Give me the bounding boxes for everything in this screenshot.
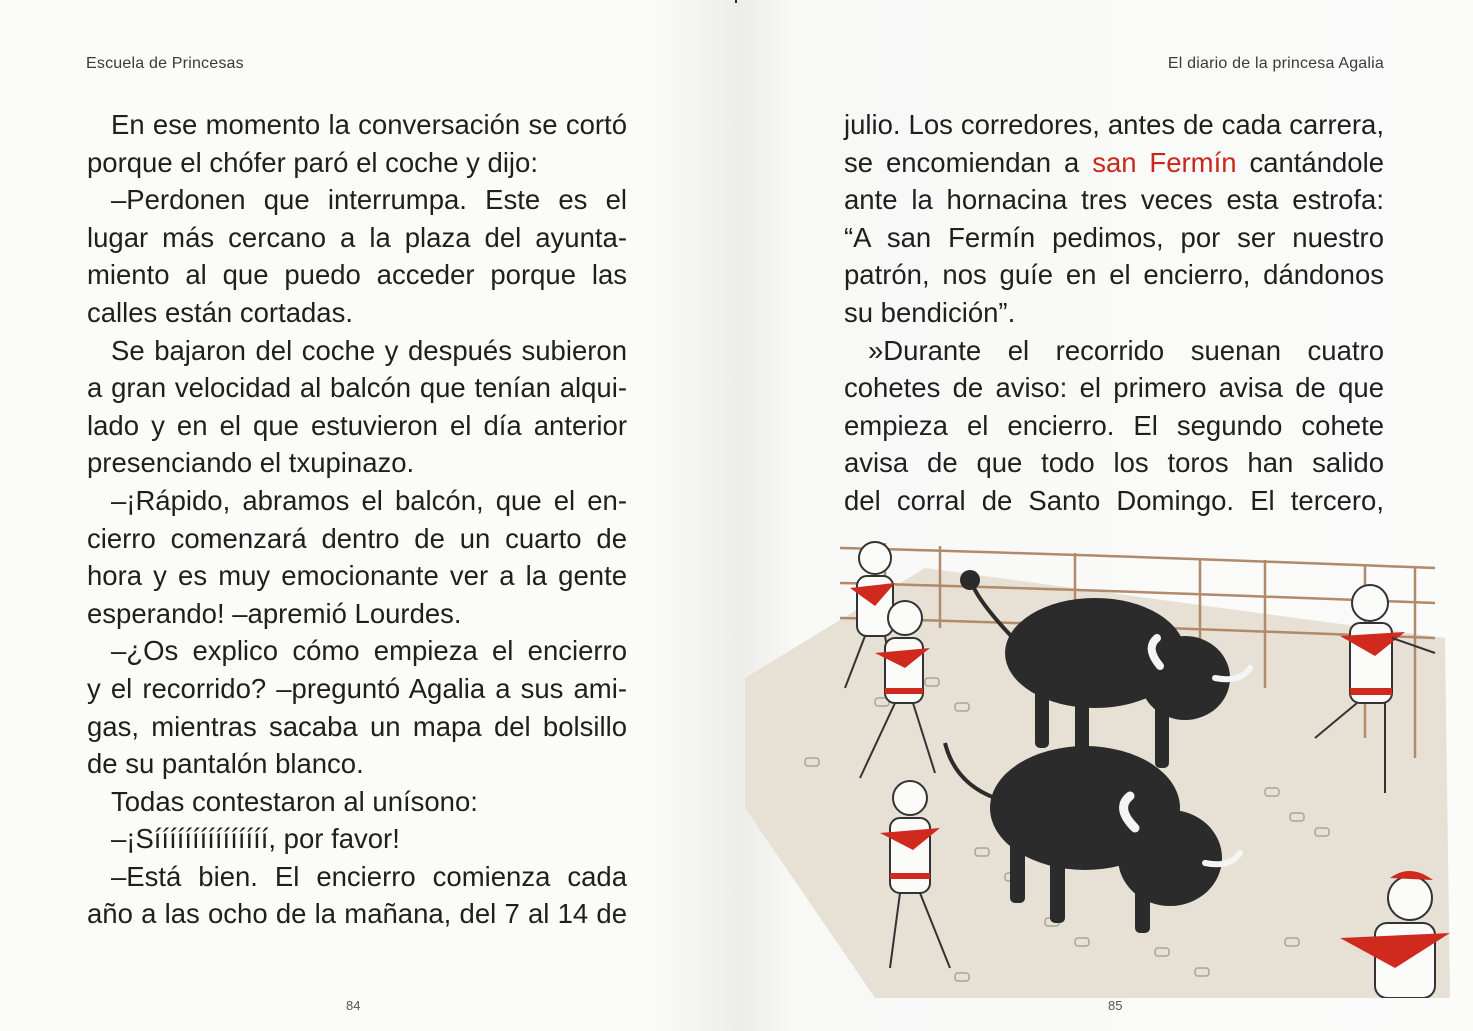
san-fermin-link[interactable]: san Fermín	[1092, 146, 1237, 178]
text-fragment: se encomiendan a	[844, 146, 1080, 178]
left-body-text	[87, 106, 627, 933]
text-line: empieza el encierro. El segundo cohete	[844, 409, 1384, 441]
text-line: gas, mientras sacaba un mapa del bolsillo	[87, 710, 627, 742]
text-line: cierro comenzará dentro de un cuarto de	[87, 522, 627, 554]
text-line: y el recorrido? –preguntó Agalia a sus ami-	[87, 672, 627, 704]
text-line: a gran velocidad al balcón que tenían alqui-	[87, 372, 627, 404]
text-line: julio. Los corredores, antes de cada carrera,	[844, 109, 1384, 140]
text-line: En ese momento la conversación se cortó	[111, 109, 627, 140]
running-head-left: Escuela de Princesas	[86, 55, 244, 72]
text-line: hora y es muy emocionante ver a la gente	[87, 560, 627, 592]
page-number-right: 85	[1108, 998, 1123, 1013]
text-line-with-link	[844, 144, 1384, 182]
text-line: esperando! –apremió Lourdes.	[87, 597, 462, 629]
text-line: –¡Sííííííííííííííí, por favor!	[111, 823, 400, 855]
text-line: »Durante el recorrido suenan cuatro	[868, 334, 1384, 366]
text-line: su bendición”.	[844, 296, 1016, 328]
text-line: miento al que puedo acceder porque las	[87, 259, 627, 291]
text-line: año a las ocho de la mañana, del 7 al 14 de	[87, 898, 627, 930]
text-line: –Está bien. El encierro comienza cada	[111, 860, 627, 892]
text-line: Se bajaron del coche y después subieron	[111, 334, 627, 366]
bull-run-illustration	[745, 528, 1450, 998]
page-number-left: 84	[346, 998, 361, 1013]
text-line: –Perdonen que interrumpa. Este es el	[111, 184, 627, 216]
running-head-right: El diario de la princesa Agalia	[1167, 55, 1384, 72]
text-line: –¡Rápido, abramos el balcón, que el en-	[111, 484, 627, 516]
text-line: calles están cortadas.	[87, 296, 353, 328]
text-line: lugar más cercano a la plaza del ayunta-	[87, 221, 627, 253]
text-line: del corral de Santo Domingo. El tercero,	[844, 484, 1384, 516]
left-page	[0, 0, 735, 1031]
text-fragment: cantándole	[1249, 146, 1384, 178]
text-line: patrón, nos guíe en el encierro, dándonos	[844, 259, 1384, 291]
text-line: presenciando el txupinazo.	[87, 447, 415, 479]
text-line: de su pantalón blanco.	[87, 748, 364, 780]
text-line: Todas contestaron al unísono:	[111, 785, 478, 817]
text-line: ante la hornacina tres veces esta estrofa:	[844, 184, 1384, 216]
text-line: –¿Os explico cómo empieza el encierro	[111, 635, 627, 667]
text-line: “A san Fermín pedimos, por ser nuestro	[844, 221, 1384, 253]
text-line: porque el chófer paró el coche y dijo:	[87, 146, 538, 178]
text-line: lado y en el que estuvieron el día anterior	[87, 409, 627, 441]
text-line: avisa de que todo los toros han salido	[844, 447, 1384, 479]
text-line: cohetes de aviso: el primero avisa de que	[844, 372, 1384, 404]
right-body-text	[844, 106, 1384, 520]
